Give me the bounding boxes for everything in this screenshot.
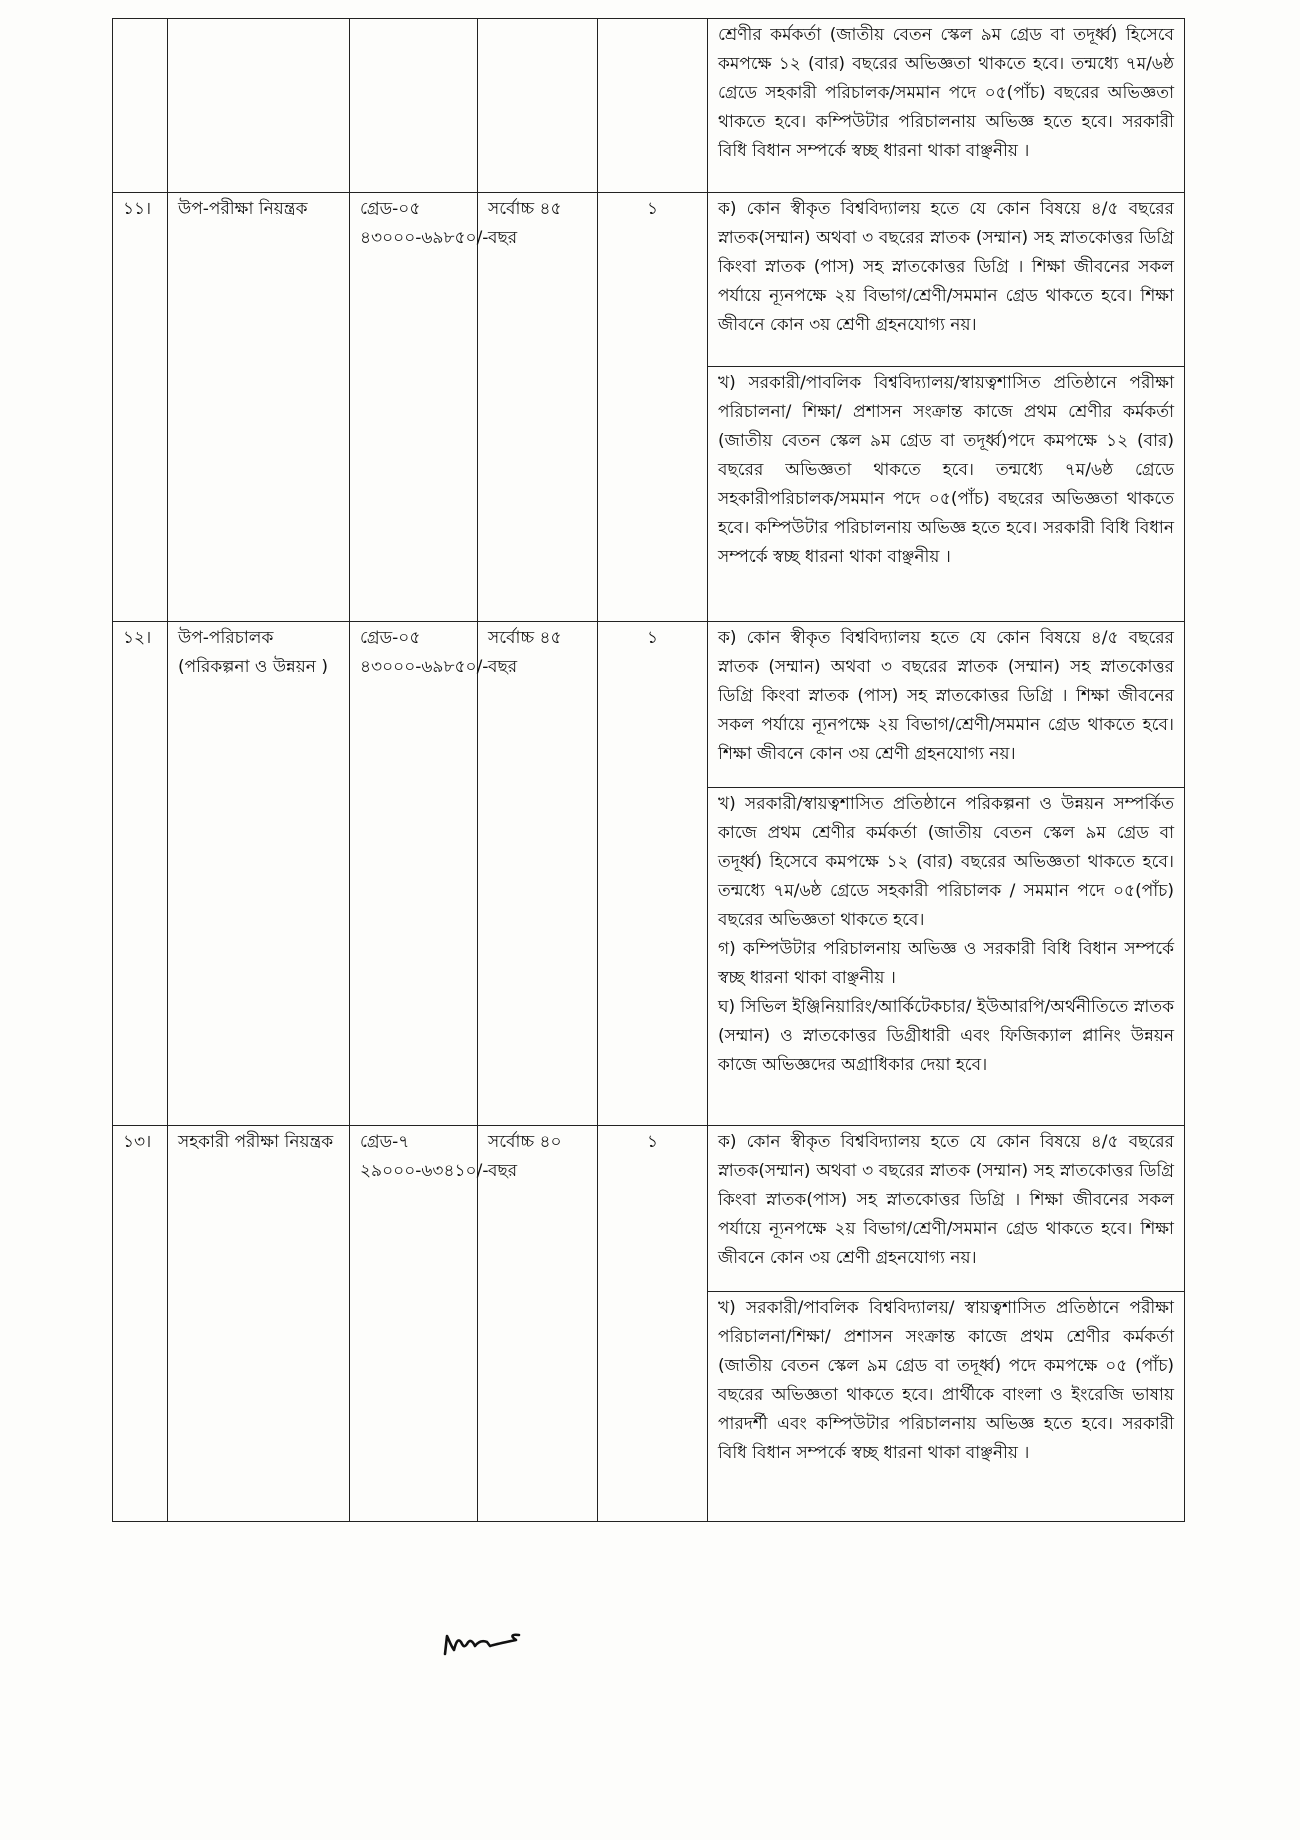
pay-scale: ২৯০০০-৬৩৪১০/-	[360, 1161, 489, 1181]
post-count-cell: ১	[598, 622, 708, 1126]
post-name-cell: উপ-পরিচালক (পরিকল্পনা ও উন্নয়ন )	[168, 622, 350, 1126]
grade-pay-cell	[350, 193, 489, 622]
table-row	[113, 193, 1185, 367]
job-requirements-table	[112, 18, 1185, 1522]
qualification-cell: ক) কোন স্বীকৃত বিশ্ববিদ্যালয় হতে যে কোন বিষয়ে ৪/৫ বছরের স্নাতক(সম্মান) অথবা ৩ বছরের স্নাতক (সম্মান) সহ স্নাতকোত্তর ডিগ্রি কিংবা স্নাতক(পাস) সহ স্নাতকোত্তর ডিগ্রি । শিক্ষা জীবনের সকল পর্যায়ে ন্যূনপক্ষে ২য় বিভাগ/শ্রেণী/সমমান গ্রেড থাকতে হবে। শিক্ষা জীবনে কোন ৩য় শ্রেণী গ্রহনযোগ্য নয়।	[708, 1126, 1185, 1292]
qualification-cell	[708, 788, 1185, 1126]
qualification-cell: খ) সরকারী/পাবলিক বিশ্ববিদ্যালয়/ স্বায়ত্বশাসিত প্রতিষ্ঠানে পরীক্ষা পরিচালনা/শিক্ষা/ প্রশাসন সংক্রান্ত কাজে প্রথম শ্রেণীর কর্মকর্তা (জাতীয় বেতন স্কেল ৯ম গ্রেড বা তদূর্ধ্ব) পদে কমপক্ষে ০৫ (পাঁচ) বছরের অভিজ্ঞতা থাকতে হবে। প্রার্থীকে বাংলা ও ইংরেজি ভাষায় পারদর্শী এবং কম্পিউটার পরিচালনায় অভিজ্ঞ হতে হবে। সরকারী বিধি বিধান সম্পর্কে স্বচ্ছ ধারনা থাকা বাঞ্ছনীয় ।	[708, 1292, 1185, 1522]
grade-label: গ্রেড-০৫	[360, 199, 421, 219]
serial-cell: ১১।	[113, 193, 168, 622]
table-row	[113, 622, 1185, 788]
age-limit-cell: সর্বোচ্চ ৪০ বছর	[478, 1126, 598, 1522]
table-row	[113, 19, 1185, 193]
signature-icon	[440, 1622, 540, 1662]
qualification-cell: ক) কোন স্বীকৃত বিশ্ববিদ্যালয় হতে যে কোন বিষয়ে ৪/৫ বছরের স্নাতক (সম্মান) অথবা ৩ বছরের স্নাতক (সম্মান) সহ স্নাতকোত্তর ডিগ্রি কিংবা স্নাতক (পাস) সহ স্নাতকোত্তর ডিগ্রি । শিক্ষা জীবনের সকল পর্যায়ে ন্যূনপক্ষে ২য় বিভাগ/শ্রেণী/সমমান গ্রেড থাকতে হবে। শিক্ষা জীবনে কোন ৩য় শ্রেণী গ্রহনযোগ্য নয়।	[708, 622, 1185, 788]
qualification-item: গ) কম্পিউটার পরিচালনায় অভিজ্ঞ ও সরকারী বিধি বিধান সম্পর্কে স্বচ্ছ ধারনা থাকা বাঞ্ছনীয় ।	[718, 939, 1174, 988]
qualification-item: ঘ) সিভিল ইঞ্জিনিয়ারিং/আর্কিটেকচার/ ইউআরপি/অর্থনীতিতে স্নাতক (সম্মান) ও স্নাতকোত্তর ডিগ্রীধারী এবং ফিজিক্যাল প্লানিং উন্নয়ন কাজে অভিজ্ঞদের অগ্রাধিকার দেয়া হবে।	[718, 997, 1174, 1075]
qualification-cell: খ) সরকারী/পাবলিক বিশ্ববিদ্যালয়/স্বায়ত্বশাসিত প্রতিষ্ঠানে পরীক্ষা পরিচালনা/ শিক্ষা/ প্রশাসন সংক্রান্ত কাজে প্রথম শ্রেণীর কর্মকর্তা (জাতীয় বেতন স্কেল ৯ম গ্রেড বা তদূর্ধ্ব)পদে কমপক্ষে ১২ (বার) বছরের অভিজ্ঞতা থাকতে হবে। তন্মধ্যে ৭ম/৬ষ্ঠ গ্রেডে সহকারীপরিচালক/সমমান পদে ০৫(পাঁচ) বছরের অভিজ্ঞতা থাকতে হবে। কম্পিউটার পরিচালনায় অভিজ্ঞ হতে হবে। সরকারী বিধি বিধান সম্পর্কে স্বচ্ছ ধারনা থাকা বাঞ্ছনীয় ।	[708, 367, 1185, 622]
qualification-cell: শ্রেণীর কর্মকর্তা (জাতীয় বেতন স্কেল ৯ম গ্রেড বা তদূর্ধ্ব) হিসেবে কমপক্ষে ১২ (বার) বছরের অভিজ্ঞতা থাকতে হবে। তন্মধ্যে ৭ম/৬ষ্ঠ গ্রেডে সহকারী পরিচালক/সমমান পদে ০৫(পাঁচ) বছরের অভিজ্ঞতা থাকতে হবে। কম্পিউটার পরিচালনায় অভিজ্ঞ হতে হবে। সরকারী বিধি বিধান সম্পর্কে স্বচ্ছ ধারনা থাকা বাঞ্ছনীয় ।	[708, 19, 1185, 193]
post-name-cell: সহকারী পরীক্ষা নিয়ন্ত্রক	[168, 1126, 350, 1522]
pay-scale: ৪৩০০০-৬৯৮৫০/-	[360, 657, 489, 677]
pay-scale: ৪৩০০০-৬৯৮৫০/-	[360, 228, 489, 248]
serial-cell: ১৩।	[113, 1126, 168, 1522]
age-limit-cell: সর্বোচ্চ ৪৫ বছর	[478, 193, 598, 622]
grade-pay-cell	[350, 622, 489, 1126]
qualification-item: খ) সরকারী/স্বায়ত্বশাসিত প্রতিষ্ঠানে পরিকল্পনা ও উন্নয়ন সম্পর্কিত কাজে প্রথম শ্রেণীর কর্মকর্তা (জাতীয় বেতন স্কেল ৯ম গ্রেড বা তদূর্ধ্ব) হিসেবে কমপক্ষে ১২ (বার) বছরের অভিজ্ঞতা থাকতে হবে। তন্মধ্যে ৭ম/৬ষ্ঠ গ্রেডে সহকারী পরিচালক / সমমান পদে ০৫(পাঁচ) বছরের অভিজ্ঞতা থাকতে হবে।	[718, 794, 1174, 930]
table-row	[113, 1126, 1185, 1292]
qualification-cell: ক) কোন স্বীকৃত বিশ্ববিদ্যালয় হতে যে কোন বিষয়ে ৪/৫ বছরের স্নাতক(সম্মান) অথবা ৩ বছরের স্নাতক (সম্মান) সহ স্নাতকোত্তর ডিগ্রি কিংবা স্নাতক (পাস) সহ স্নাতকোত্তর ডিগ্রি । শিক্ষা জীবনের সকল পর্যায়ে ন্যূনপক্ষে ২য় বিভাগ/শ্রেণী/সমমান গ্রেড থাকতে হবে। শিক্ষা জীবনে কোন ৩য় শ্রেণী গ্রহনযোগ্য নয়।	[708, 193, 1185, 367]
grade-label: গ্রেড-০৫	[360, 628, 421, 648]
serial-cell: ১২।	[113, 622, 168, 1126]
grade-label: গ্রেড-৭	[360, 1132, 410, 1152]
grade-pay-cell	[350, 1126, 489, 1522]
post-count-cell: ১	[598, 193, 708, 622]
post-count-cell: ১	[598, 1126, 708, 1522]
age-limit-cell: সর্বোচ্চ ৪৫ বছর	[478, 622, 598, 1126]
post-name-cell: উপ-পরীক্ষা নিয়ন্ত্রক	[168, 193, 350, 622]
